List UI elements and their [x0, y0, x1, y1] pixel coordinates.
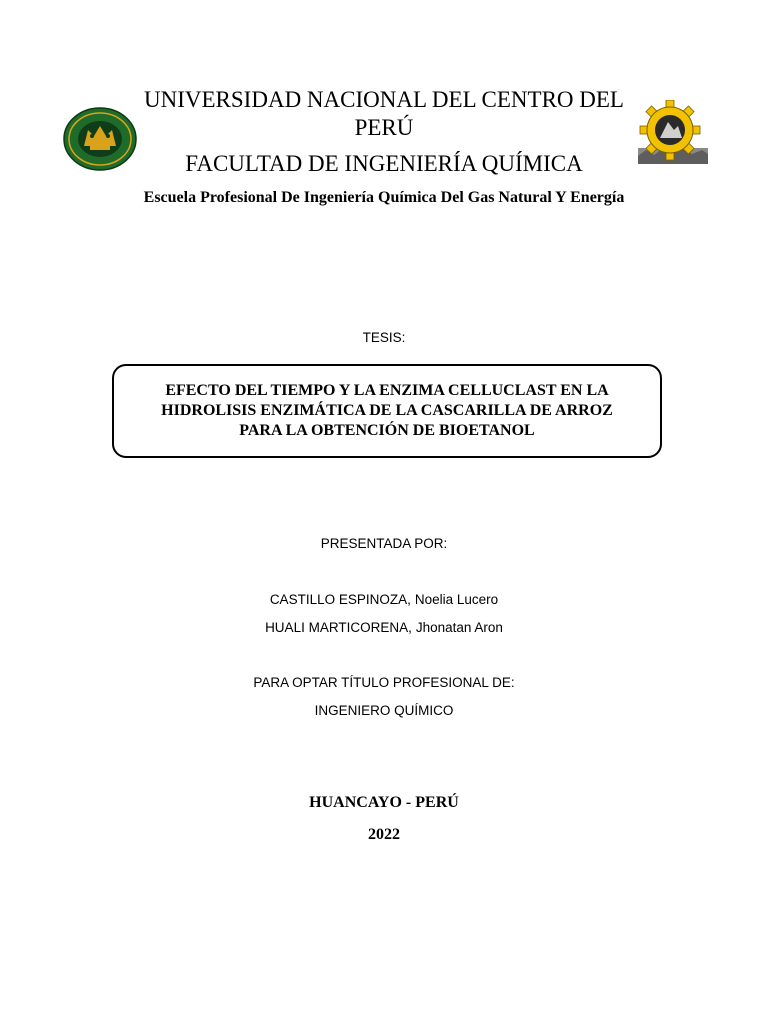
author-2 — [0, 619, 768, 637]
presented-by-label: PRESENTADA POR: — [320, 536, 448, 551]
place: HUANCAYO - PERÚ — [309, 794, 459, 811]
university-name-line2: PERÚ — [354, 115, 414, 140]
thesis-title-line-2: HIDROLISIS ENZIMÁTICA DE LA CASCARILLA DE ARROZ — [161, 402, 613, 419]
author-2-surname: HUALI MARTICORENA, — [265, 620, 412, 635]
faculty-gear-emblem-icon — [632, 100, 710, 166]
university-name-line1: UNIVERSIDAD NACIONAL DEL CENTRO DEL — [144, 87, 624, 112]
university-name — [130, 86, 638, 142]
school-name: Escuela Profesional De Ingeniería Química Del Gas Natural Y Energía — [143, 189, 625, 206]
author-1 — [0, 591, 768, 609]
thesis-title-line-1: EFECTO DEL TIEMPO Y LA ENZIMA CELLUCLAST EN LA — [165, 382, 609, 399]
thesis-title-box — [112, 364, 662, 458]
author-1-given-name: Noelia Lucero — [414, 592, 499, 607]
author-2-given-name: Jhonatan Aron — [415, 620, 503, 635]
year: 2022 — [368, 826, 400, 843]
university-seal-icon — [62, 106, 138, 172]
degree-value: INGENIERO QUÍMICO — [314, 703, 454, 718]
faculty-name: FACULTAD DE INGENIERÍA QUÍMICA — [185, 151, 583, 176]
thesis-title-line-3: PARA LA OBTENCIÓN DE BIOETANOL — [239, 422, 535, 439]
thesis-label: TESIS: — [362, 330, 406, 345]
author-1-surname: CASTILLO ESPINOZA, — [269, 592, 411, 607]
degree-label: PARA OPTAR TÍTULO PROFESIONAL DE: — [253, 675, 515, 690]
